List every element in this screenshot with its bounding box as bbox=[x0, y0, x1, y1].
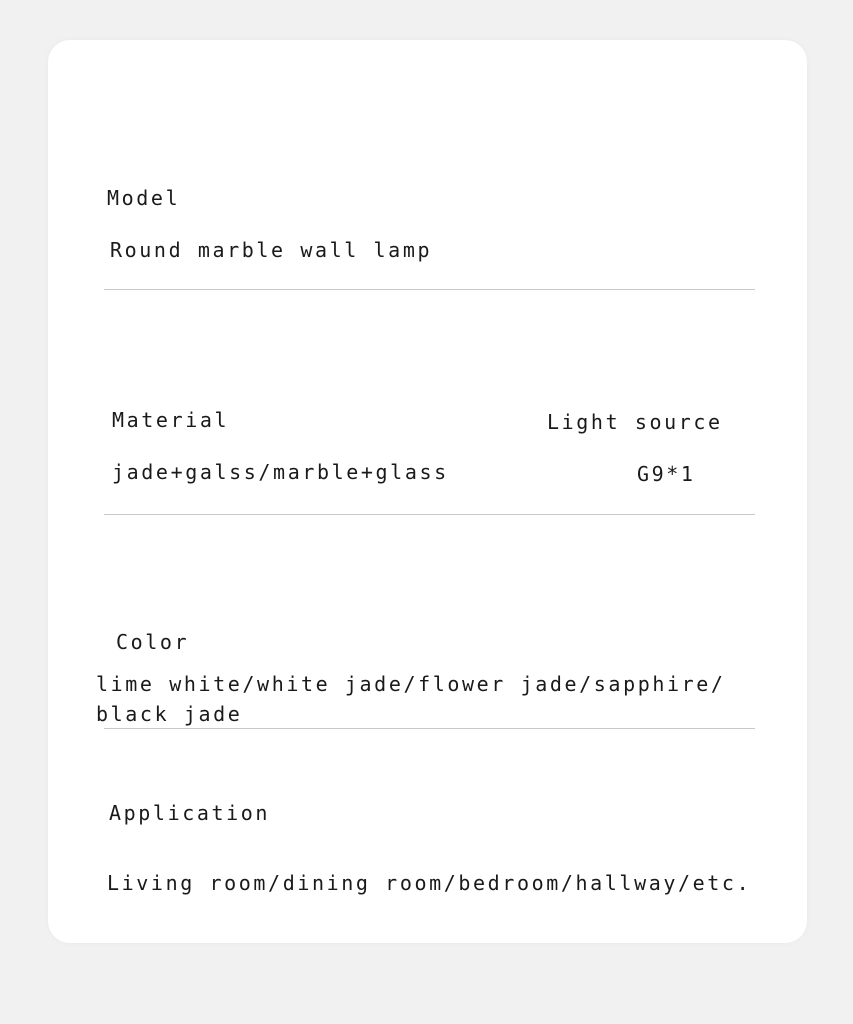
color-value-line-2: black jade bbox=[96, 702, 243, 726]
application-label: Application bbox=[109, 801, 271, 825]
color-label: Color bbox=[116, 630, 190, 654]
color-value-line-1: lime white/white jade/flower jade/sapphire/ bbox=[96, 672, 726, 696]
model-value: Round marble wall lamp bbox=[110, 238, 433, 262]
divider bbox=[104, 728, 755, 729]
light-source-value: G9*1 bbox=[637, 462, 696, 486]
light-source-label: Light source bbox=[547, 410, 723, 434]
material-value: jade+galss/marble+glass bbox=[112, 460, 449, 484]
model-label: Model bbox=[107, 186, 181, 210]
divider bbox=[104, 514, 755, 515]
application-value: Living room/dining room/bedroom/hallway/etc. bbox=[107, 871, 752, 895]
divider bbox=[104, 289, 755, 290]
material-label: Material bbox=[112, 408, 230, 432]
